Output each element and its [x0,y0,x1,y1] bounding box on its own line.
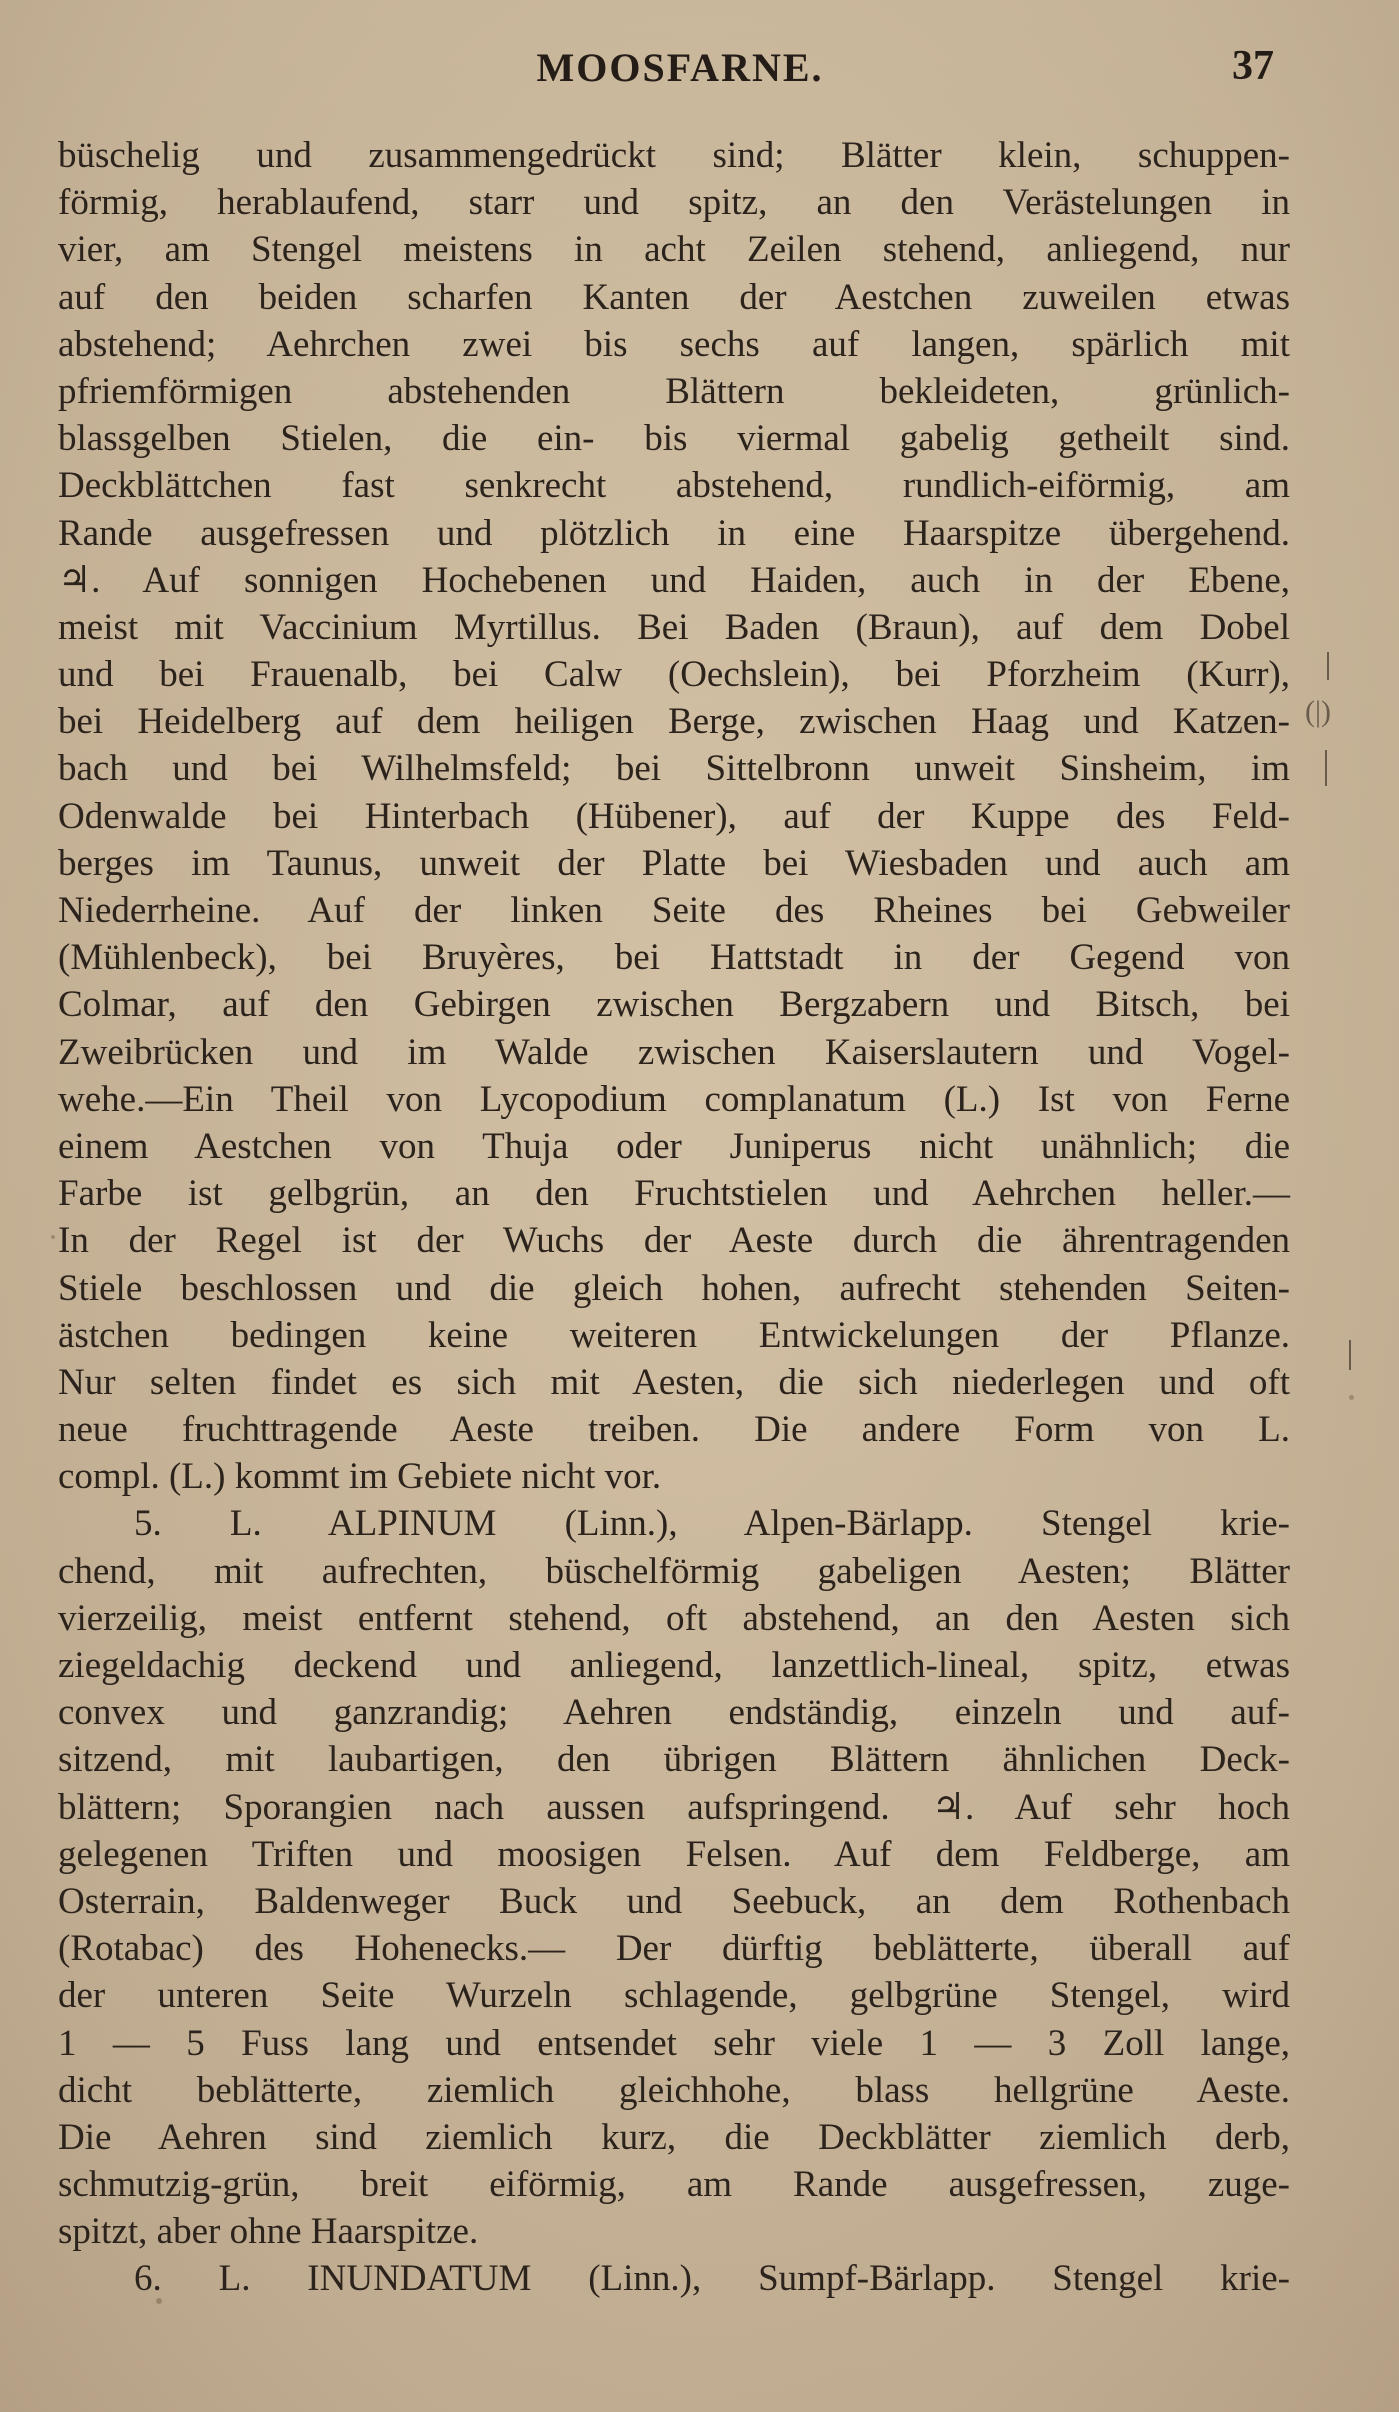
text-line: und bei Frauenalb, bei Calw (Oechslein), bei Pforzheim (Kurr), [58,654,1290,696]
text-line: convex und ganzrandig; Aehren endständig, einzeln und auf- [58,1692,1290,1734]
text-line: ♃. Auf sonnigen Hochebenen und Haiden, auch in der Ebene, [58,559,1290,601]
text-line: ziegeldachig deckend und anliegend, lanzettlich-lineal, spitz, etwas [58,1645,1290,1686]
text-line: ästchen bedingen keine weiteren Entwickelungen der Pflanze. [58,1314,1290,1356]
text-line: spitzt, aber ohne Haarspitze. [58,2211,479,2253]
text-line: förmig, herablaufend, starr und spitz, an den Verästelungen in [58,182,1290,224]
text-line: wehe.—Ein Theil von Lycopodium complanatum (L.) Ist von Ferne [58,1078,1290,1120]
paper-spot [51,1235,55,1239]
text-line: Odenwalde bei Hinterbach (Hübener), auf der Kuppe des Feld- [58,795,1290,837]
running-title: MOOSFARNE. [536,45,824,90]
text-line: bach und bei Wilhelmsfeld; bei Sittelbronn unweit Sinsheim, im [58,748,1290,790]
text-line: meist mit Vaccinium Myrtillus. Bei Baden (Braun), auf dem Dobel [58,606,1290,648]
text-line: vier, am Stengel meistens in acht Zeilen stehend, anliegend, nur [58,229,1290,271]
text-line: büschelig und zusammengedrückt sind; Blätter klein, schuppen- [58,135,1290,176]
text-line: compl. (L.) kommt im Gebiete nicht vor. [58,1456,662,1498]
body-text [58,132,1290,2303]
text-line: 1 — 5 Fuss lang und entsendet sehr viele 1 — 3 Zoll lange, [58,2022,1290,2064]
page-number: 37 [1232,43,1274,89]
text-line: Deckblättchen fast senkrecht abstehend, rundlich-eiförmig, am [58,465,1290,507]
text-line: (Rotabac) des Hohenecks.— Der dürftig beblätterte, überall auf [58,1928,1290,1970]
text-line: 6. L. INUNDATUM (Linn.), Sumpf-Bärlapp. Stengel krie- [134,2258,1290,2300]
running-head [0,36,1399,96]
text-line: schmutzig-grün, breit eiförmig, am Rande ausgefressen, zuge- [58,2164,1290,2206]
text-line: pfriemförmigen abstehenden Blättern bekleideten, grünlich- [58,370,1290,412]
text-line: vierzeilig, meist entfernt stehend, oft abstehend, an den Aesten sich [58,1597,1290,1639]
margin-annotations [1300,640,1360,1440]
text-line: In der Regel ist der Wuchs der Aeste durch die ährentragenden [58,1220,1290,1262]
text-line: berges im Taunus, unweit der Platte bei Wiesbaden und auch am [58,842,1290,884]
paper-spot [1349,1395,1354,1400]
text-line: blassgelben Stielen, die ein- bis viermal gabelig getheilt sind. [58,418,1290,460]
text-line: Nur selten findet es sich mit Aesten, die sich niederlegen und oft [58,1361,1290,1403]
text-line: einem Aestchen von Thuja oder Juniperus nicht unähnlich; die [58,1125,1290,1167]
text-line: der unteren Seite Wurzeln schlagende, gelbgrüne Stengel, wird [58,1975,1290,2017]
text-line: bei Heidelberg auf dem heiligen Berge, zwischen Haag und Katzen- [58,701,1290,743]
margin-paren-note: (|) [1305,695,1331,728]
text-line: dicht beblätterte, ziemlich gleichhohe, blass hellgrüne Aeste. [58,2069,1290,2111]
text-line: chend, mit aufrechten, büschelförmig gabeligen Aesten; Blätter [58,1550,1290,1592]
text-line: abstehend; Aehrchen zwei bis sechs auf langen, spärlich mit [58,323,1290,365]
text-line: neue fruchttragende Aeste treiben. Die andere Form von L. [58,1409,1290,1451]
margin-pencil-mark [1325,750,1327,786]
text-line: Zweibrücken und im Walde zwischen Kaiserslautern und Vogel- [58,1031,1290,1073]
text-line: Stiele beschlossen und die gleich hohen, aufrecht stehenden Seiten- [58,1267,1290,1309]
text-line: Die Aehren sind ziemlich kurz, die Deckblätter ziemlich derb, [58,2116,1290,2158]
text-line: blättern; Sporangien nach aussen aufspringend. ♃. Auf sehr hoch [58,1786,1290,1828]
paper-spot [156,2298,162,2304]
text-line: auf den beiden scharfen Kanten der Aestchen zuweilen etwas [58,276,1290,318]
text-line: Colmar, auf den Gebirgen zwischen Bergzabern und Bitsch, bei [58,984,1290,1026]
text-line: Farbe ist gelbgrün, an den Fruchtstielen und Aehrchen heller.— [58,1173,1290,1215]
margin-pencil-mark [1349,1340,1351,1370]
text-line: (Mühlenbeck), bei Bruyères, bei Hattstadt in der Gegend von [58,937,1290,979]
text-line: gelegenen Triften und moosigen Felsen. Auf dem Feldberge, am [58,1833,1290,1875]
text-line: Niederrheine. Auf der linken Seite des Rheines bei Gebweiler [58,890,1290,931]
text-line: sitzend, mit laubartigen, den übrigen Blättern ähnlichen Deck- [58,1739,1290,1781]
text-line: Osterrain, Baldenweger Buck und Seebuck, an dem Rothenbach [58,1880,1290,1922]
text-line: Rande ausgefressen und plötzlich in eine Haarspitze übergehend. [58,512,1290,554]
text-line: 5. L. ALPINUM (Linn.), Alpen-Bärlapp. Stengel krie- [134,1503,1290,1545]
margin-pencil-mark [1327,652,1329,680]
